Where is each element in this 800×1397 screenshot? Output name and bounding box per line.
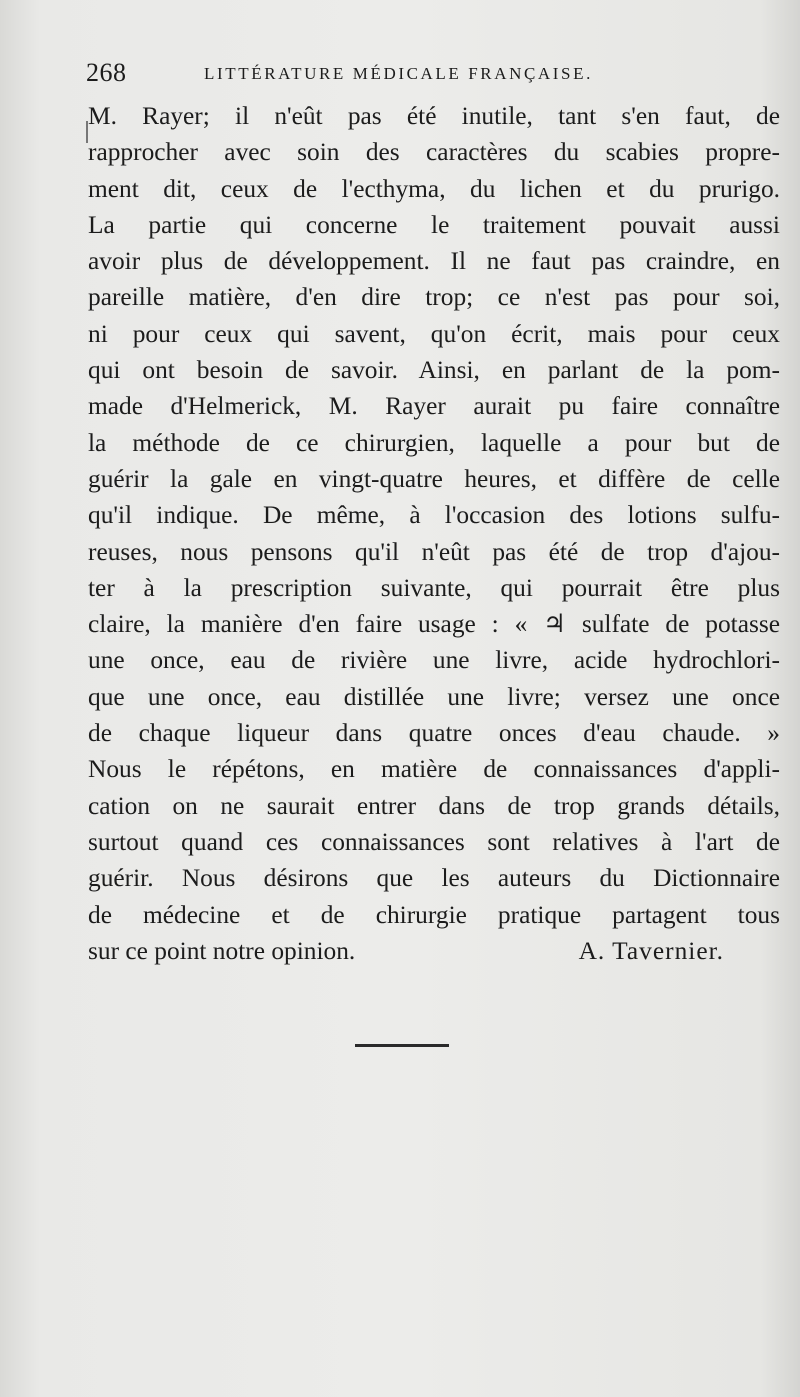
text-line: avoir plus de développement. Il ne faut pas craindre, en xyxy=(88,247,780,276)
text-line: ment dit, ceux de l'ecthyma, du lichen et du prurigo. xyxy=(88,174,780,203)
page-header xyxy=(86,58,776,90)
text-line: Nous le répétons, en matière de connaissances d'appli- xyxy=(88,755,780,784)
text-line: M. Rayer; il n'eût pas été inutile, tant s'en faut, de xyxy=(88,102,780,130)
text-line: pareille matière, d'en dire trop; ce n'est pas pour soi, xyxy=(88,283,780,312)
text-line: ter à la prescription suivante, qui pourrait être plus xyxy=(88,573,780,602)
section-end-rule xyxy=(355,1044,449,1047)
text-line: claire, la manière d'en faire usage : « ♃ sulfate de potasse xyxy=(88,610,780,639)
text-line: la méthode de ce chirurgien, laquelle a pour but de xyxy=(88,428,780,457)
text-line: surtout quand ces connaissances sont relatives à l'art de xyxy=(88,827,780,856)
text-line: guérir. Nous désirons que les auteurs du Dictionnaire xyxy=(88,864,780,893)
text-line: La partie qui concerne le traitement pouvait aussi xyxy=(88,210,780,239)
text-line: une once, eau de rivière une livre, acide hydrochlori- xyxy=(88,646,780,675)
text-line: sur ce point notre opinion. xyxy=(88,936,356,965)
text-line: cation on ne saurait entrer dans de trop grands détails, xyxy=(88,791,780,820)
running-head: LITTÉRATURE MÉDICALE FRANÇAISE. xyxy=(204,64,593,83)
text-line: qui ont besoin de savoir. Ainsi, en parlant de la pom- xyxy=(88,356,780,385)
text-line: reuses, nous pensons qu'il n'eût pas été de trop d'ajou- xyxy=(88,537,780,566)
closing-line xyxy=(88,933,780,969)
text-line: de médecine et de chirurgie pratique partagent tous xyxy=(88,900,780,929)
body-text xyxy=(88,98,780,969)
author-signature: A. Tavernier. xyxy=(578,936,724,965)
text-line: qu'il indique. De même, à l'occasion des lotions sulfu- xyxy=(88,501,780,530)
text-line: rapprocher avec soin des caractères du scabies propre- xyxy=(88,138,780,167)
text-line: ni pour ceux qui savent, qu'on écrit, mais pour ceux xyxy=(88,319,780,348)
text-line: made d'Helmerick, M. Rayer aurait pu faire connaître xyxy=(88,392,780,421)
page-number: 268 xyxy=(86,58,127,87)
text-line: guérir la gale en vingt-quatre heures, et diffère de celle xyxy=(88,464,780,493)
text-line: de chaque liqueur dans quatre onces d'eau chaude. » xyxy=(88,719,780,748)
text-line: que une once, eau distillée une livre; versez une once xyxy=(88,682,780,711)
